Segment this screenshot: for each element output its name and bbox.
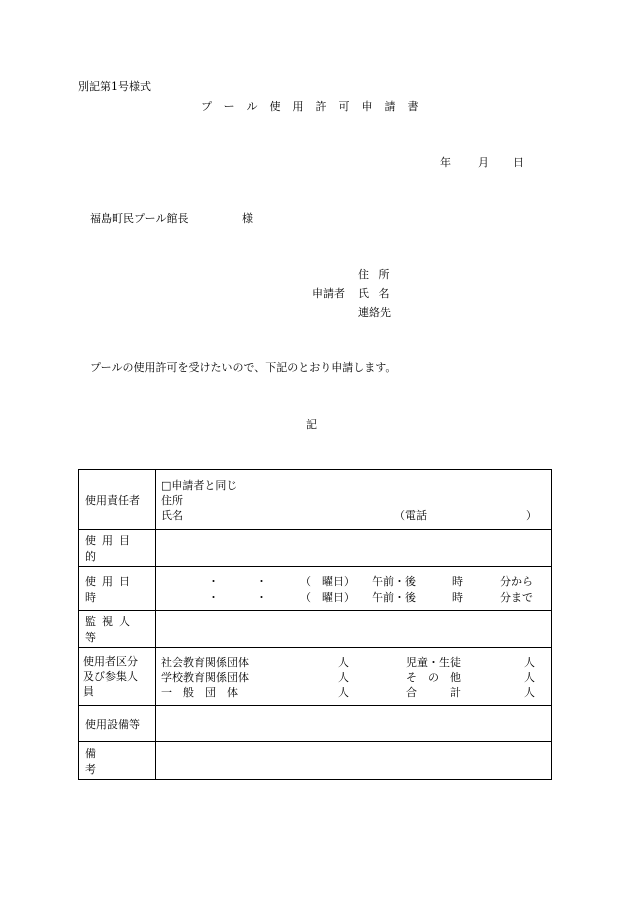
- row-responsible: [79, 470, 552, 530]
- category-1-name: 社会教育関係団体: [161, 655, 249, 669]
- phone-close: ）: [526, 508, 537, 522]
- responsible-address-label: 住所: [161, 493, 183, 507]
- label-supervisor: 監視人等: [85, 615, 136, 644]
- until-label: 分まで: [500, 590, 533, 604]
- ampm-2: 午前・後: [372, 590, 416, 604]
- recipient-honorific: 様: [242, 212, 253, 225]
- dot-1b: ・: [256, 574, 267, 588]
- form-number: 別記第1号様式: [78, 80, 151, 93]
- category-3-unit: 人: [338, 685, 349, 699]
- row-datetime: [79, 567, 552, 611]
- category-3-name: 一 般 団 体: [161, 685, 238, 699]
- label-purpose: 使用目的: [85, 534, 136, 563]
- category-1-unit2: 人: [524, 655, 535, 669]
- category-3-unit2: 人: [524, 685, 535, 699]
- row-equipment: [79, 706, 552, 742]
- remarks-field[interactable]: [156, 742, 552, 780]
- equipment-field[interactable]: [156, 706, 552, 742]
- applicant-address-label: 住 所: [358, 268, 393, 281]
- responsible-name-label: 氏名: [161, 508, 183, 522]
- recipient-name: 福島町民プール館長: [90, 212, 189, 225]
- application-table: [78, 469, 552, 780]
- supervisor-field[interactable]: [156, 611, 552, 648]
- applicant-name-label: 氏 名: [358, 287, 393, 300]
- weekday-1: （ 曜日）: [300, 574, 355, 588]
- category-1-unit: 人: [338, 655, 349, 669]
- date-year: 年: [440, 156, 451, 169]
- dot-1a: ・: [208, 574, 219, 588]
- date-day: 日: [513, 156, 524, 169]
- category-3-name2: 合 計: [406, 685, 461, 699]
- date-month: 月: [478, 156, 489, 169]
- from-label: 分から: [500, 574, 533, 588]
- applicant-contact-label: 連絡先: [358, 306, 391, 319]
- weekday-2: （ 曜日）: [300, 590, 355, 604]
- dot-2b: ・: [256, 590, 267, 604]
- category-2-unit2: 人: [524, 670, 535, 684]
- row-remarks: [79, 742, 552, 780]
- ki-heading: 記: [306, 418, 317, 431]
- applicant-label: 申請者: [312, 287, 345, 300]
- category-2-name: 学校教育関係団体: [161, 670, 249, 684]
- label-category: 使用者区分 及び参集人 員: [83, 655, 138, 698]
- label-equipment: 使用設備等: [85, 717, 140, 731]
- label-responsible: 使用責任者: [85, 493, 140, 507]
- same-as-applicant-checkbox[interactable]: □申請者と同じ: [161, 478, 238, 492]
- purpose-field[interactable]: [156, 530, 552, 567]
- label-remarks: 備 考: [85, 746, 145, 776]
- hour-2: 時: [452, 590, 463, 604]
- category-1-name2: 児童・生徒: [406, 655, 461, 669]
- row-purpose: [79, 530, 552, 567]
- label-datetime: 使用日時: [85, 574, 136, 604]
- body-text: プールの使用許可を受けたいので、下記のとおり申請します。: [90, 361, 397, 374]
- row-supervisor: [79, 611, 552, 648]
- dot-2a: ・: [208, 590, 219, 604]
- category-2-unit: 人: [338, 670, 349, 684]
- phone-open: （電話: [394, 508, 427, 522]
- row-category: [79, 648, 552, 706]
- hour-1: 時: [452, 574, 463, 588]
- document-title: プール使用許可申請書: [201, 100, 431, 113]
- category-2-name2: そ の 他: [406, 670, 461, 684]
- ampm-1: 午前・後: [372, 574, 416, 588]
